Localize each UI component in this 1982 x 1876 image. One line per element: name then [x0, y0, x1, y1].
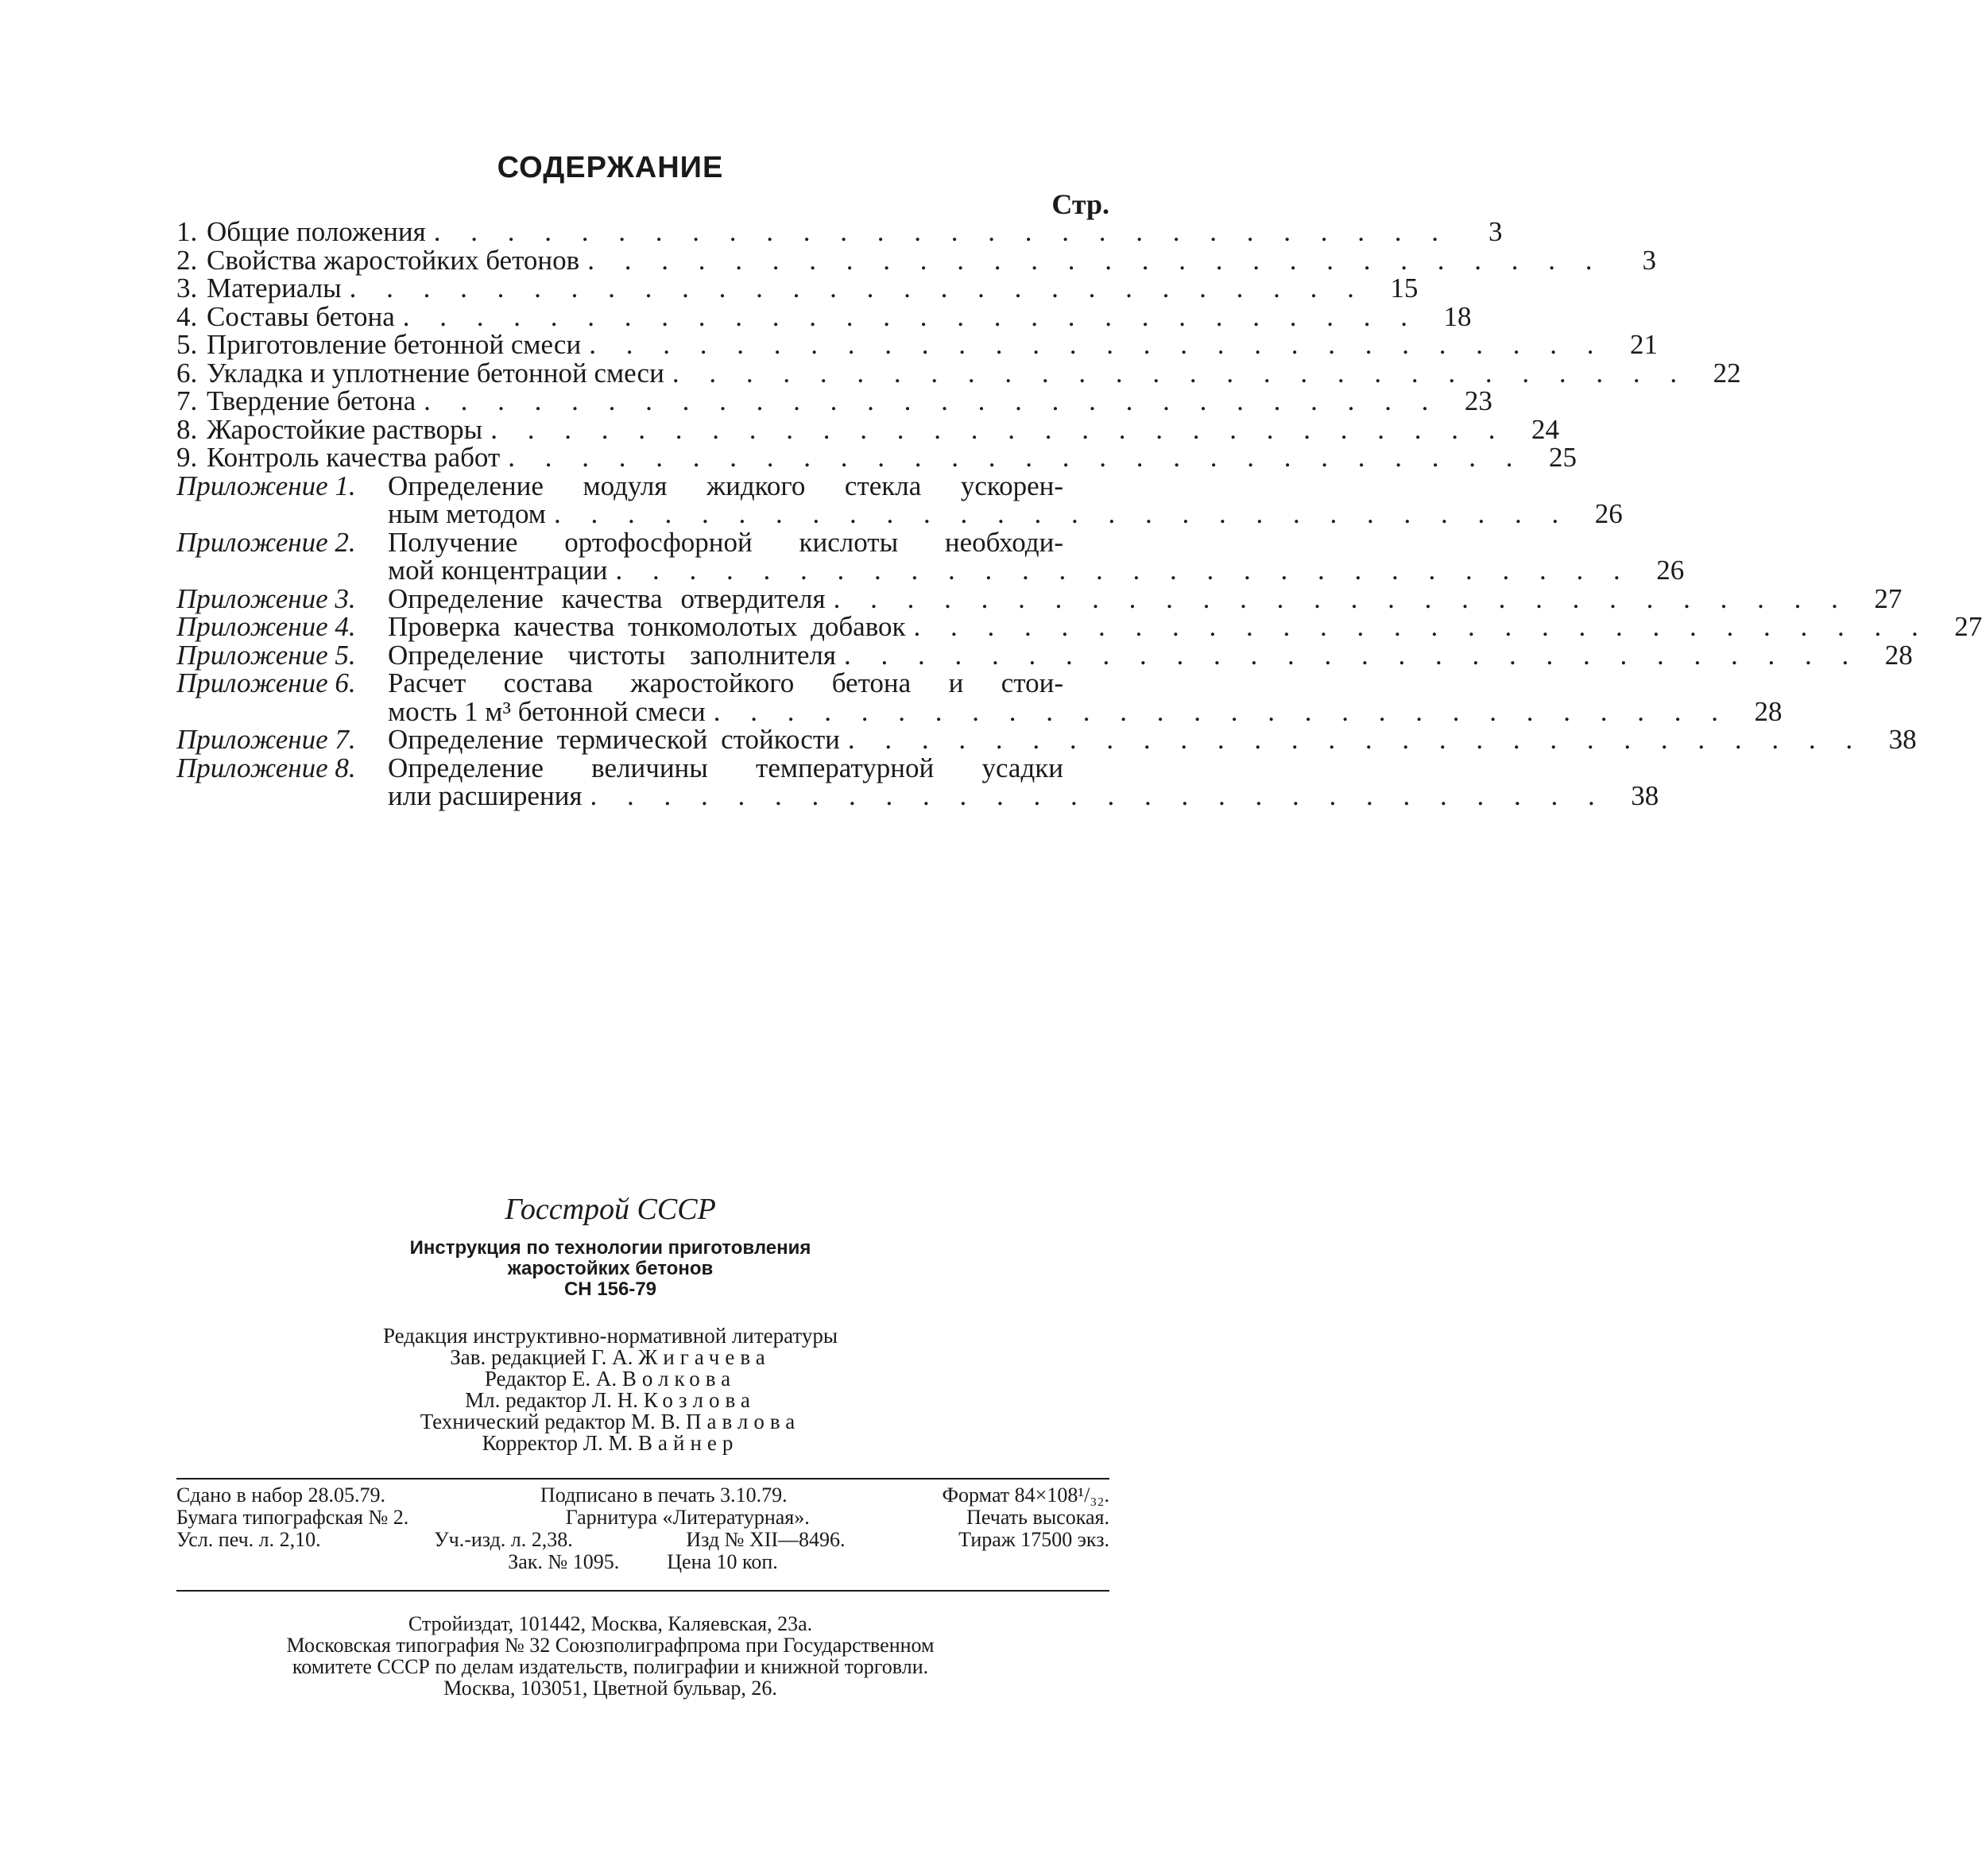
appendix-title: Определение качества отвердителя — [388, 582, 826, 614]
production-item: Формат 84×108¹/₃₂. — [942, 1483, 1109, 1507]
page-column-label: Стр. — [1051, 188, 1109, 220]
production-details — [176, 1484, 1109, 1573]
toc-entry-title: Укладка и уплотнение бетонной смеси — [207, 357, 664, 389]
divider-rule — [176, 1590, 1109, 1592]
appendix-number: 3. — [335, 582, 356, 614]
appendix-label — [176, 472, 388, 501]
editor-surname: Жигачева — [638, 1345, 771, 1369]
toc-entry-number: 2. — [176, 244, 198, 276]
toc-appendix-entry — [176, 611, 1982, 642]
leader-dots: . . . . . . . . . . . . . . . . . . . . . . . . . . . . — [508, 442, 1524, 473]
toc-entry-number: 1. — [176, 216, 198, 247]
toc-entry-number: 3. — [176, 273, 198, 304]
book-title-line: жаростойких бетонов — [507, 1258, 714, 1279]
appendix-word: Приложение — [176, 724, 328, 755]
toc-appendix-entry — [176, 582, 1903, 614]
toc-entry-title: Контроль качества работ — [207, 442, 501, 473]
production-item: Уч.-изд. л. 2,38. — [434, 1528, 573, 1551]
toc-appendix-entry — [176, 639, 1913, 671]
printing-line: Стройиздат, 101442, Москва, Каляевская, 23а. — [408, 1612, 813, 1635]
appendix-title-line1 — [388, 669, 1063, 698]
appendix-title-line2: или расширения — [388, 780, 583, 811]
appendix-word: Приложение — [176, 667, 328, 698]
appendix-title-text: Получение ортофосфорной кислоты необходи- — [388, 526, 1063, 558]
editor-surname: Павлова — [686, 1410, 801, 1433]
editor-credit — [0, 1368, 1221, 1390]
production-row — [176, 1551, 1109, 1573]
toc-entry-number: 5. — [176, 329, 198, 360]
appendix-word: Приложение — [176, 582, 328, 614]
toc-appendix-entry — [176, 754, 1109, 783]
toc-entry — [176, 413, 1559, 445]
leader-dots: . . . . . . . . . . . . . . . . . . . . . . . . . . . . — [490, 413, 1507, 445]
table-of-contents — [176, 216, 1982, 811]
editor-credit — [0, 1390, 1221, 1411]
appendix-title: Определение чистоты заполнителя — [388, 639, 836, 671]
production-row — [176, 1507, 1109, 1529]
toc-entry-title: Составы бетона — [207, 300, 395, 332]
toc-entry — [176, 357, 1741, 389]
toc-entry — [176, 329, 1658, 360]
appendix-word: Приложение — [176, 752, 328, 783]
appendix-title-line1 — [388, 754, 1063, 783]
toc-appendix-entry — [176, 724, 1917, 755]
toc-entry-number: 9. — [176, 442, 198, 473]
contents-heading: СОДЕРЖАНИЕ — [497, 151, 724, 184]
toc-entry-page: 25 — [1549, 442, 1577, 473]
toc-entry-number: 8. — [176, 413, 198, 445]
appendix-title-text: Определение модуля жидкого стекла ускорен- — [388, 470, 1063, 501]
appendix-label — [176, 528, 388, 557]
editorial-credits — [0, 1325, 1221, 1454]
toc-appendix-entry — [176, 669, 1109, 698]
toc-entry — [176, 273, 1419, 304]
toc-entry-page: 28 — [1754, 695, 1783, 727]
appendix-title-text: Определение величины температурной усадки — [388, 752, 1063, 783]
editor-initials: Г. А. — [591, 1345, 633, 1369]
toc-entry-page: 24 — [1531, 413, 1559, 445]
toc-entry-page: 23 — [1464, 385, 1492, 416]
toc-entry-page: 26 — [1656, 555, 1685, 586]
divider-rule — [176, 1478, 1109, 1480]
production-item: Гарнитура «Литературная». — [565, 1506, 810, 1529]
editorial-office: Редакция инструктивно-нормативной литературы — [383, 1324, 838, 1348]
production-item: Сдано в набор 28.05.79. — [176, 1483, 385, 1507]
toc-entry-page: 22 — [1713, 357, 1741, 389]
leader-dots: . . . . . . . . . . . . . . . . . . . . . . . . . . . . — [590, 780, 1607, 811]
leader-dots: . . . . . . . . . . . . . . . . . . . . . . . . . . . . — [833, 582, 1850, 614]
appendix-title-line2: мость 1 м³ бетонной смеси — [388, 695, 706, 727]
toc-entry-number: 7. — [176, 385, 198, 416]
toc-entry-number: 6. — [176, 357, 198, 389]
appendix-title-text: Расчет состава жаростойкого бетона и стои- — [388, 667, 1063, 698]
toc-appendix-entry — [176, 472, 1109, 501]
appendix-number: 7. — [335, 724, 356, 755]
toc-entry-page: 3 — [1642, 244, 1656, 276]
production-item: Подписано в печать 3.10.79. — [540, 1483, 788, 1507]
toc-entry-page: 3 — [1488, 216, 1503, 247]
appendix-title: Определение термической стойкости — [388, 724, 840, 755]
toc-entry-title: Приготовление бетонной смеси — [207, 329, 582, 360]
appendix-word: Приложение — [176, 470, 328, 501]
editor-credit — [0, 1347, 1221, 1368]
toc-entry — [176, 442, 1577, 473]
editor-surname: Вайнер — [638, 1431, 739, 1455]
appendix-label — [176, 754, 388, 783]
toc-appendix-continuation — [176, 695, 1783, 727]
appendix-title-line2: ным методом — [388, 498, 546, 529]
editor-role: Технический редактор — [420, 1410, 626, 1433]
leader-dots: . . . . . . . . . . . . . . . . . . . . . . . . . . . . — [402, 300, 1419, 332]
appendix-word: Приложение — [176, 526, 328, 558]
appendix-number: 4. — [335, 611, 356, 642]
appendix-word: Приложение — [176, 611, 328, 642]
toc-entry — [176, 216, 1503, 247]
appendix-title: Проверка качества тонкомолотых добавок — [388, 611, 906, 642]
toc-entry-title: Жаростойкие растворы — [207, 413, 483, 445]
appendix-number: 2. — [335, 526, 356, 558]
toc-entry — [176, 300, 1472, 332]
editor-initials: Л. Н. — [591, 1388, 638, 1412]
leader-dots: . . . . . . . . . . . . . . . . . . . . . . . . . . . . — [587, 244, 1604, 276]
toc-entry-page: 38 — [1631, 780, 1659, 811]
production-item: Усл. печ. л. 2,10. — [176, 1528, 321, 1551]
production-item: Печать высокая. — [966, 1506, 1109, 1529]
book-title-line: Инструкция по технологии приготовления — [409, 1237, 811, 1259]
leader-dots: . . . . . . . . . . . . . . . . . . . . . . . . . . . . — [553, 498, 1570, 529]
editor-credit — [0, 1433, 1221, 1454]
toc-entry-page: 21 — [1629, 329, 1658, 360]
printing-line: Московская типография № 32 Союзполиграфпрома при Государственном — [286, 1634, 935, 1657]
production-row — [176, 1529, 1109, 1551]
appendix-number: 8. — [335, 752, 356, 783]
appendix-title-line1 — [388, 528, 1063, 557]
appendix-label — [176, 613, 388, 641]
toc-entry — [176, 244, 1656, 276]
leader-dots: . . . . . . . . . . . . . . . . . . . . . . . . . . . . — [713, 695, 1730, 727]
editor-credit — [0, 1411, 1221, 1433]
printing-house-info — [0, 1613, 1221, 1699]
toc-entry-title: Свойства жаростойких бетонов — [207, 244, 580, 276]
editor-initials: Л. М. — [583, 1431, 633, 1455]
production-item: Тираж 17500 экз. — [958, 1528, 1109, 1551]
leader-dots: . . . . . . . . . . . . . . . . . . . . . . . . . . . . — [615, 555, 1632, 586]
toc-appendix-continuation — [176, 498, 1623, 529]
editor-surname: Козлова — [643, 1388, 756, 1412]
leader-dots: . . . . . . . . . . . . . . . . . . . . . . . . . . . . — [349, 273, 1366, 304]
appendix-title-line1 — [388, 472, 1063, 501]
appendix-label — [176, 582, 388, 614]
toc-entry-page: 28 — [1884, 639, 1913, 671]
toc-entry-title: Общие положения — [207, 216, 426, 247]
toc-entry-page: 27 — [1954, 611, 1982, 642]
leader-dots: . . . . . . . . . . . . . . . . . . . . . . . . . . . . — [433, 216, 1450, 247]
appendix-number: 1. — [335, 470, 356, 501]
leader-dots: . . . . . . . . . . . . . . . . . . . . . . . . . . . . — [672, 357, 1689, 389]
editor-initials: Е. А. — [571, 1367, 617, 1391]
production-item: Бумага типографская № 2. — [176, 1506, 409, 1529]
leader-dots: . . . . . . . . . . . . . . . . . . . . . . . . . . . . — [424, 385, 1440, 416]
editor-surname: Волкова — [621, 1367, 737, 1391]
leader-dots: . . . . . . . . . . . . . . . . . . . . . . . . . . . . — [843, 639, 1860, 671]
editor-role: Мл. редактор — [465, 1388, 587, 1412]
appendix-word: Приложение — [176, 639, 328, 671]
appendix-label — [176, 641, 388, 670]
appendix-label — [176, 725, 388, 754]
leader-dots: . . . . . . . . . . . . . . . . . . . . . . . . . . . . — [589, 329, 1605, 360]
leader-dots: . . . . . . . . . . . . . . . . . . . . . . . . . . . . — [847, 724, 1864, 755]
production-item: Цена 10 коп. — [667, 1550, 778, 1573]
editor-role: Редактор — [484, 1367, 567, 1391]
toc-entry-page: 27 — [1874, 582, 1903, 614]
leader-dots: . . . . . . . . . . . . . . . . . . . . . . . . . . . . — [913, 611, 1930, 642]
toc-appendix-continuation — [176, 555, 1685, 586]
book-title-block — [0, 1238, 1221, 1300]
printing-line: комитете СССР по делам издательств, полиграфии и книжной торговли. — [292, 1655, 929, 1678]
production-row — [176, 1484, 1109, 1507]
appendix-number: 5. — [335, 639, 356, 671]
appendix-label — [176, 669, 388, 698]
production-item: Изд № XII—8496. — [686, 1528, 846, 1551]
toc-appendix-continuation — [176, 780, 1659, 811]
editor-initials: М. В. — [631, 1410, 681, 1433]
editor-role: Корректор — [482, 1431, 578, 1455]
toc-appendix-entry — [176, 528, 1109, 557]
book-code: СН 156-79 — [563, 1278, 657, 1300]
toc-entry-title: Материалы — [207, 273, 342, 304]
editor-role: Зав. редакцией — [450, 1345, 586, 1369]
publisher-name: Госстрой СССР — [505, 1193, 716, 1226]
toc-entry-number: 4. — [176, 300, 198, 332]
printing-line: Москва, 103051, Цветной бульвар, 26. — [443, 1677, 777, 1700]
toc-entry-title: Твердение бетона — [207, 385, 416, 416]
appendix-number: 6. — [335, 667, 356, 698]
appendix-title-line2: мой концентрации — [388, 555, 608, 586]
toc-entry-page: 18 — [1443, 300, 1472, 332]
toc-entry-page: 26 — [1594, 498, 1623, 529]
toc-entry — [176, 385, 1492, 416]
toc-entry-page: 38 — [1888, 724, 1917, 755]
toc-entry-page: 15 — [1390, 273, 1419, 304]
production-item: Зак. № 1095. — [508, 1550, 620, 1573]
